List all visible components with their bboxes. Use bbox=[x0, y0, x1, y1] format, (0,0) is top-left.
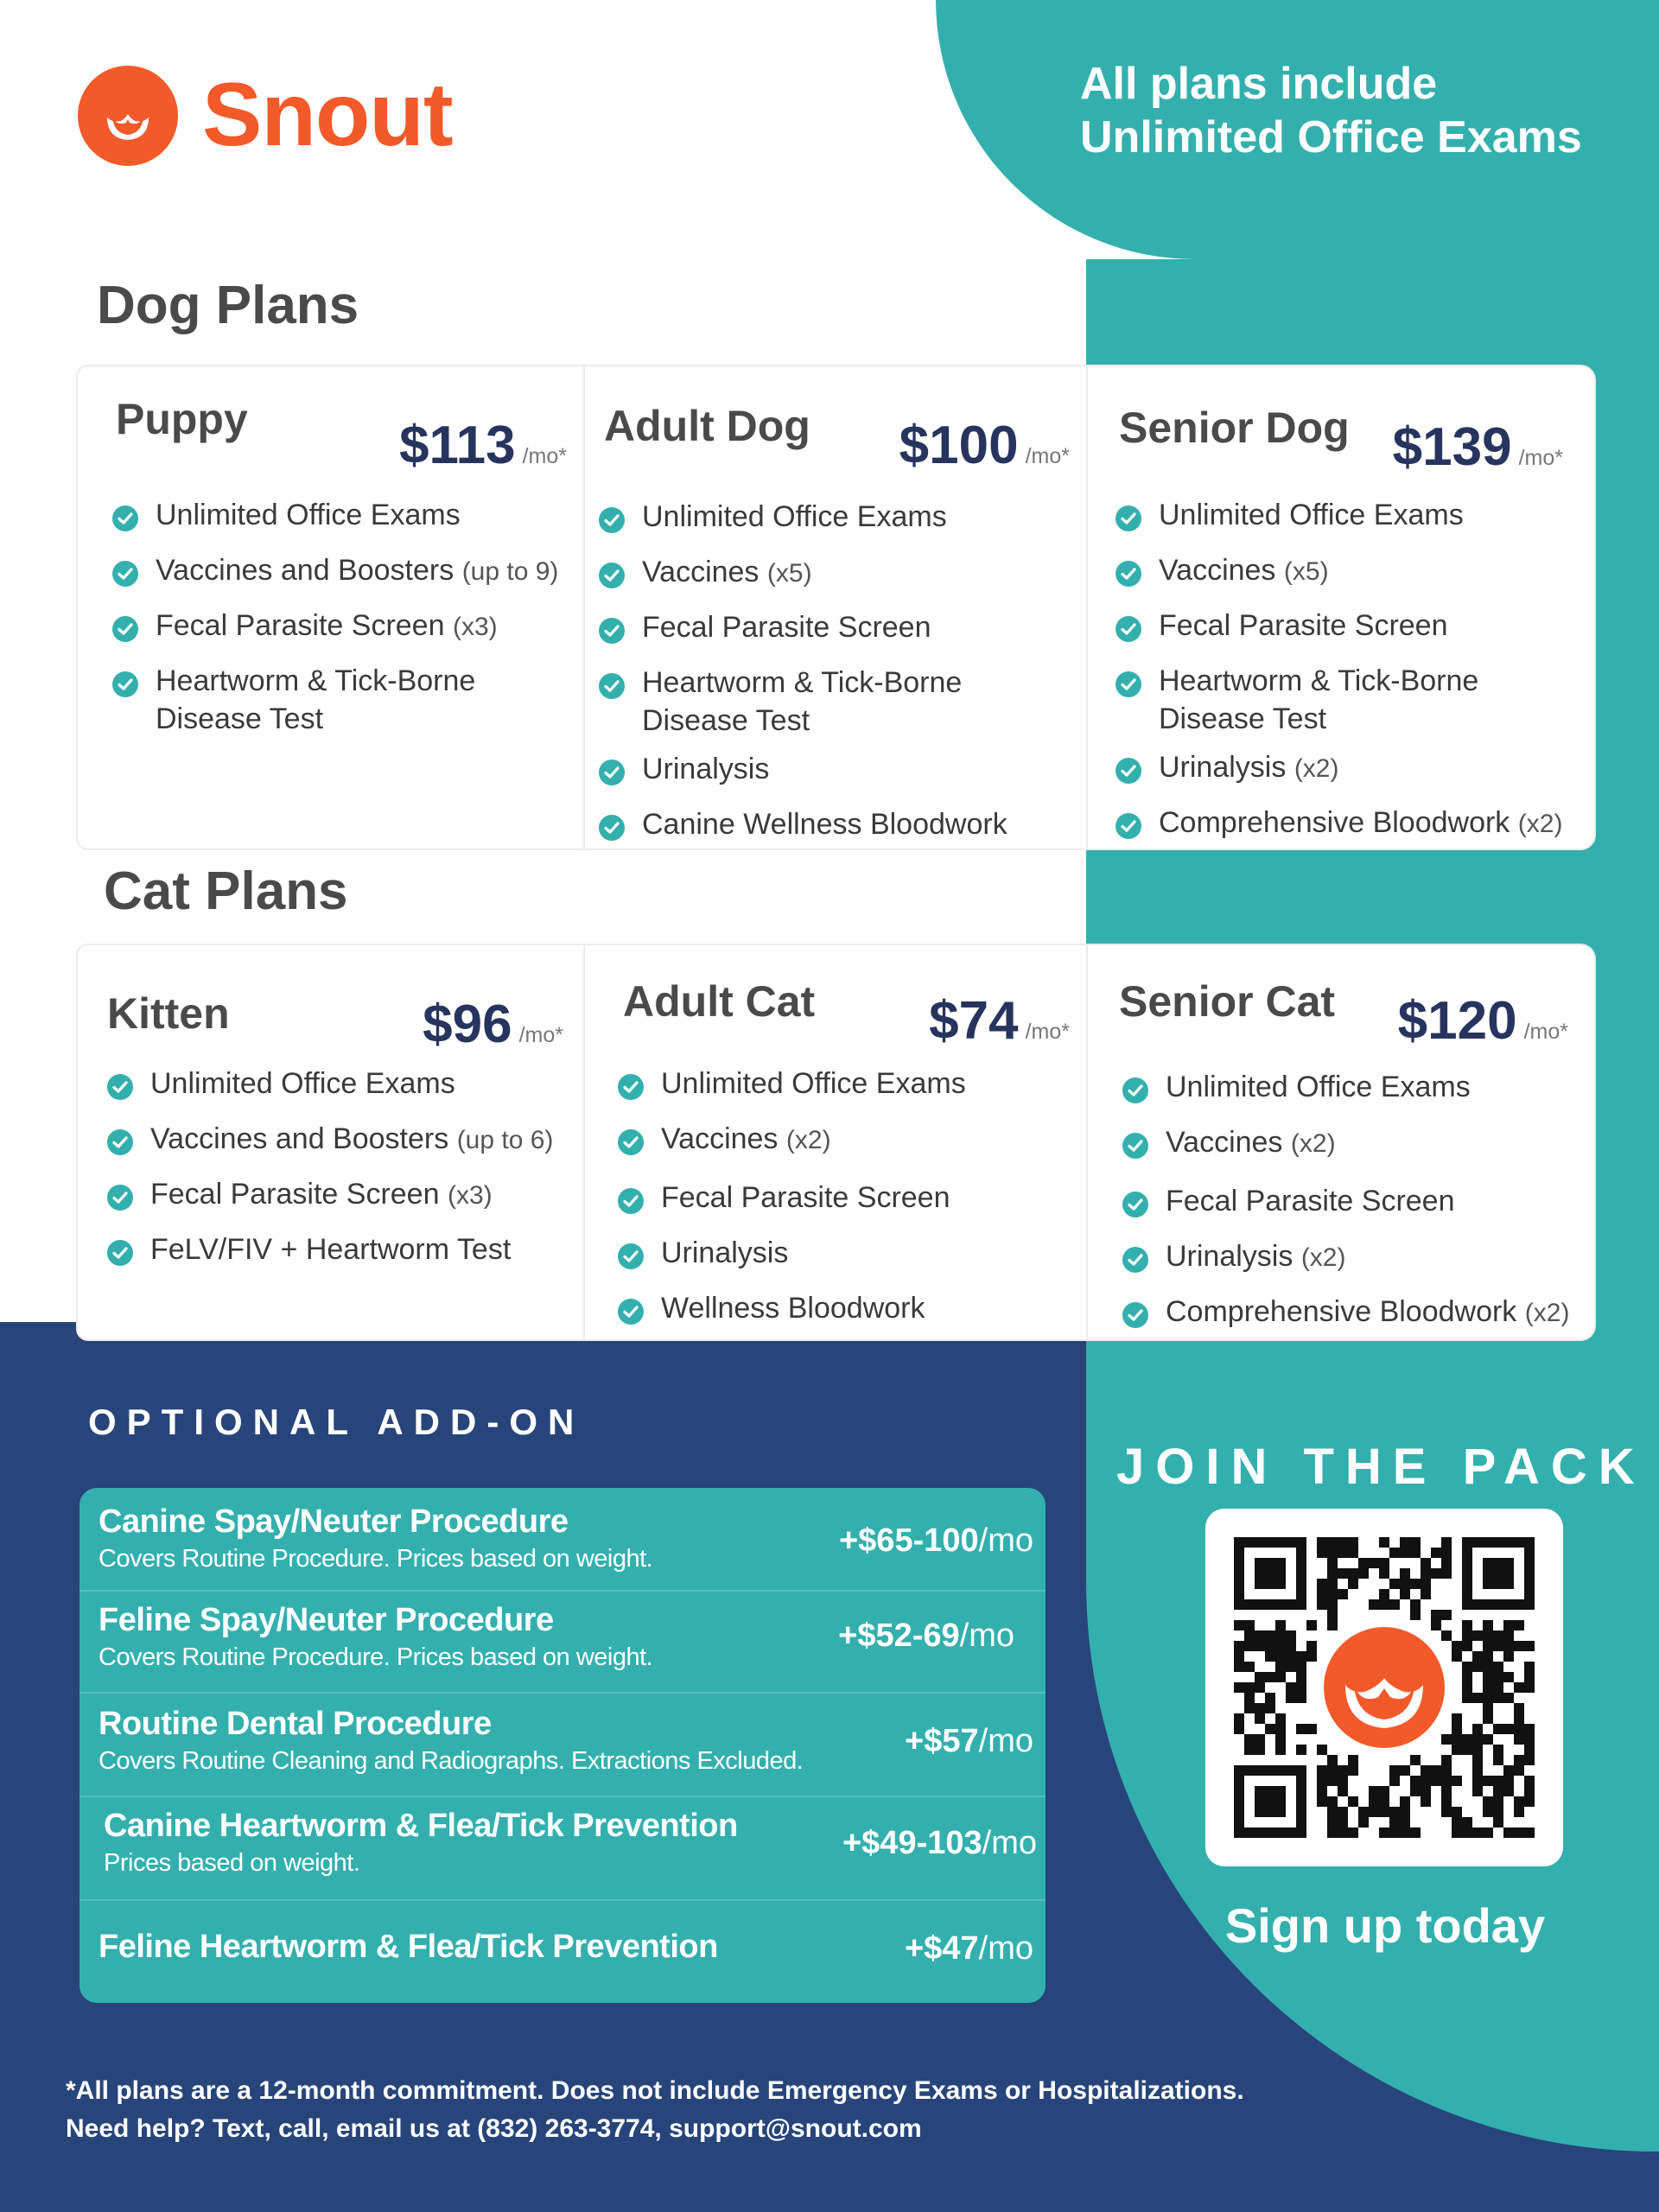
feature-text: Unlimited Office Exams bbox=[150, 1067, 455, 1100]
feature-item bbox=[1116, 662, 1595, 738]
plan-card-adult-dog[interactable] bbox=[583, 365, 1089, 850]
check-circle-icon bbox=[618, 1071, 644, 1109]
check-circle-icon bbox=[1116, 558, 1141, 596]
check-circle-icon bbox=[618, 1185, 644, 1224]
price-amount: $100 bbox=[899, 416, 1019, 475]
plan-card-senior-cat[interactable] bbox=[1086, 944, 1596, 1341]
feature-item bbox=[618, 1120, 1089, 1165]
feature-qualifier: (x3) bbox=[452, 613, 498, 641]
snout-logo-icon bbox=[78, 66, 178, 166]
addon-price-period: /mo bbox=[959, 1618, 1014, 1654]
feature-text: FeLV/FIV + Heartworm Test bbox=[150, 1233, 512, 1266]
feature-text: Urinalysis bbox=[661, 1236, 789, 1269]
feature-item bbox=[599, 608, 1087, 653]
feature-text: Vaccines bbox=[642, 556, 760, 588]
feature-qualifier: (x2) bbox=[1300, 1243, 1346, 1272]
feature-item bbox=[1116, 804, 1595, 849]
plan-name: Senior Cat bbox=[1119, 977, 1336, 1026]
plan-name: Kitten bbox=[107, 989, 230, 1038]
check-circle-icon bbox=[599, 812, 625, 850]
help-contact: Need help? Text, call, email us at (832) 263-3774, support@snout.com bbox=[66, 2114, 922, 2143]
plan-name: Adult Cat bbox=[623, 977, 816, 1026]
addon-row-feline-spay-neuter[interactable] bbox=[79, 1590, 1046, 1692]
addon-price bbox=[905, 1930, 1033, 1967]
feature-qualifier: (x5) bbox=[766, 559, 812, 588]
feature-list bbox=[112, 496, 588, 748]
check-circle-icon bbox=[599, 757, 625, 795]
feature-text: Unlimited Office Exams bbox=[1159, 499, 1464, 531]
feature-text: Fecal Parasite Screen bbox=[661, 1181, 950, 1214]
footer-disclaimer bbox=[66, 2072, 1244, 2148]
check-circle-icon bbox=[107, 1182, 133, 1220]
addon-price-amount: +$57 bbox=[905, 1723, 979, 1759]
check-circle-icon bbox=[112, 558, 138, 596]
feature-qualifier: (x2) bbox=[1524, 1299, 1570, 1327]
price-amount: $113 bbox=[399, 416, 516, 475]
feature-text: Vaccines bbox=[1159, 554, 1276, 587]
check-circle-icon bbox=[1116, 613, 1141, 652]
addon-title: Feline Spay/Neuter Procedure bbox=[99, 1602, 554, 1638]
feature-item bbox=[618, 1289, 1089, 1334]
addon-row-canine-heartworm-prevention[interactable] bbox=[79, 1796, 1046, 1899]
check-circle-icon bbox=[599, 615, 625, 653]
check-circle-icon bbox=[1122, 1300, 1148, 1338]
plan-name: Adult Dog bbox=[604, 402, 810, 450]
price-amount: $74 bbox=[929, 991, 1019, 1051]
price-period: /mo* bbox=[1523, 1020, 1568, 1044]
addon-price-period: /mo bbox=[982, 1825, 1037, 1861]
addon-price bbox=[905, 1723, 1033, 1760]
feature-qualifier: (x5) bbox=[1283, 557, 1329, 586]
feature-item bbox=[1122, 1237, 1596, 1282]
feature-list bbox=[1122, 1068, 1596, 1338]
brand-name: Snout bbox=[202, 65, 453, 165]
addon-price-period: /mo bbox=[978, 1522, 1033, 1559]
feature-item bbox=[599, 664, 1087, 740]
plan-card-kitten[interactable] bbox=[76, 944, 586, 1341]
feature-item bbox=[112, 551, 588, 596]
price-amount: $96 bbox=[423, 995, 512, 1054]
feature-item bbox=[1116, 607, 1595, 652]
addon-price bbox=[842, 1825, 1037, 1862]
sign-up-today-cta[interactable]: Sign up today bbox=[1224, 1898, 1546, 1953]
addon-price bbox=[839, 1522, 1033, 1560]
feature-qualifier: (up to 9) bbox=[461, 557, 559, 586]
check-circle-icon bbox=[1116, 755, 1141, 793]
check-circle-icon bbox=[1122, 1244, 1148, 1282]
price-period: /mo* bbox=[1025, 1020, 1070, 1044]
feature-list bbox=[107, 1065, 588, 1275]
dog-plans-title: Dog Plans bbox=[97, 276, 359, 335]
signup-qr-code[interactable] bbox=[1205, 1509, 1563, 1866]
feature-item bbox=[599, 750, 1087, 795]
check-circle-icon bbox=[107, 1071, 133, 1109]
check-circle-icon bbox=[107, 1237, 133, 1275]
plan-price bbox=[1393, 416, 1563, 478]
addon-description: Prices based on weight. bbox=[104, 1849, 360, 1877]
feature-text: Canine Wellness Bloodwork bbox=[642, 808, 1007, 841]
addon-row-feline-heartworm-prevention[interactable] bbox=[79, 1899, 1046, 2003]
addon-description: Covers Routine Procedure. Prices based on weight. bbox=[99, 1643, 653, 1671]
feature-item bbox=[107, 1175, 588, 1220]
feature-item bbox=[1122, 1293, 1596, 1338]
feature-text: Urinalysis bbox=[1166, 1240, 1294, 1273]
feature-qualifier: (x2) bbox=[785, 1126, 831, 1154]
feature-item bbox=[1122, 1182, 1596, 1227]
price-amount: $139 bbox=[1392, 417, 1512, 477]
feature-item bbox=[618, 1179, 1089, 1224]
price-period: /mo* bbox=[1025, 444, 1070, 468]
cat-plans-title: Cat Plans bbox=[104, 861, 348, 921]
check-circle-icon bbox=[599, 671, 625, 709]
feature-item bbox=[599, 498, 1087, 543]
feature-item bbox=[618, 1234, 1089, 1279]
feature-text: Fecal Parasite Screen bbox=[1159, 609, 1448, 642]
addon-price-period: /mo bbox=[978, 1723, 1033, 1759]
feature-text: Wellness Bloodwork bbox=[661, 1292, 925, 1325]
feature-text: Urinalysis bbox=[1159, 751, 1287, 784]
addon-description: Covers Routine Procedure. Prices based on weight. bbox=[99, 1545, 653, 1573]
feature-text: Fecal Parasite Screen bbox=[156, 609, 445, 642]
feature-item bbox=[107, 1120, 588, 1165]
plan-card-puppy[interactable] bbox=[76, 365, 586, 850]
feature-item bbox=[1122, 1123, 1596, 1168]
addon-title: Routine Dental Procedure bbox=[99, 1706, 492, 1742]
optional-addon-heading: OPTIONAL ADD-ON bbox=[88, 1402, 585, 1442]
price-amount: $120 bbox=[1397, 991, 1517, 1051]
addon-row-canine-spay-neuter[interactable] bbox=[79, 1488, 1046, 1590]
check-circle-icon bbox=[1116, 810, 1141, 849]
feature-list bbox=[599, 498, 1087, 850]
addon-row-routine-dental[interactable] bbox=[79, 1692, 1046, 1796]
check-circle-icon bbox=[1122, 1130, 1148, 1168]
feature-text: Fecal Parasite Screen bbox=[150, 1178, 440, 1211]
check-circle-icon bbox=[599, 560, 625, 598]
check-circle-icon bbox=[618, 1296, 644, 1334]
feature-list bbox=[1116, 496, 1595, 849]
feature-item bbox=[112, 607, 588, 652]
feature-text: Urinalysis bbox=[642, 753, 770, 785]
feature-list bbox=[618, 1065, 1089, 1334]
price-period: /mo* bbox=[522, 444, 567, 468]
plan-price bbox=[399, 415, 567, 476]
join-the-pack-heading: JOIN THE PACK bbox=[1116, 1439, 1646, 1495]
feature-text: Fecal Parasite Screen bbox=[1166, 1185, 1455, 1217]
plan-card-adult-cat[interactable] bbox=[583, 944, 1089, 1341]
qr-code-icon bbox=[1205, 1509, 1563, 1866]
brand-logo[interactable] bbox=[78, 64, 453, 167]
addon-price-amount: +$49-103 bbox=[842, 1825, 982, 1861]
feature-item bbox=[599, 805, 1087, 850]
plan-price bbox=[899, 415, 1070, 476]
addon-price-amount: +$47 bbox=[905, 1930, 979, 1967]
feature-text: Vaccines and Boosters bbox=[156, 554, 454, 587]
check-circle-icon bbox=[618, 1127, 644, 1165]
feature-qualifier: (x2) bbox=[1290, 1129, 1336, 1158]
feature-qualifier: (x2) bbox=[1517, 810, 1563, 838]
feature-item bbox=[107, 1230, 588, 1275]
addon-price-period: /mo bbox=[978, 1930, 1033, 1967]
addon-title: Canine Spay/Neuter Procedure bbox=[99, 1503, 569, 1540]
plans-include-banner bbox=[1080, 57, 1582, 164]
banner-line-1: All plans include bbox=[1080, 59, 1438, 109]
feature-text: Heartworm & Tick-Borne Disease Test bbox=[1159, 664, 1479, 735]
check-circle-icon bbox=[1116, 503, 1141, 541]
plan-price bbox=[1398, 990, 1568, 1052]
check-circle-icon bbox=[107, 1127, 133, 1165]
plan-card-senior-dog[interactable] bbox=[1086, 365, 1596, 850]
check-circle-icon bbox=[112, 503, 138, 541]
check-circle-icon bbox=[1116, 669, 1141, 707]
addon-price-amount: +$65-100 bbox=[838, 1522, 979, 1559]
feature-text: Heartworm & Tick-Borne Disease Test bbox=[156, 664, 476, 735]
check-circle-icon bbox=[1122, 1075, 1148, 1113]
feature-text: Unlimited Office Exams bbox=[661, 1067, 966, 1100]
feature-text: Unlimited Office Exams bbox=[1166, 1071, 1471, 1103]
feature-text: Comprehensive Bloodwork bbox=[1159, 806, 1510, 839]
feature-item bbox=[112, 496, 588, 541]
feature-text: Fecal Parasite Screen bbox=[642, 611, 931, 644]
check-circle-icon bbox=[599, 505, 625, 543]
addon-price bbox=[838, 1618, 1014, 1655]
feature-text: Comprehensive Bloodwork bbox=[1166, 1295, 1517, 1328]
feature-text: Vaccines and Boosters bbox=[150, 1122, 449, 1155]
feature-text: Vaccines bbox=[1166, 1126, 1283, 1159]
plan-name: Senior Dog bbox=[1119, 404, 1350, 452]
addon-title: Canine Heartworm & Flea/Tick Prevention bbox=[104, 1808, 738, 1844]
addon-list bbox=[79, 1488, 1046, 2003]
check-circle-icon bbox=[112, 669, 138, 707]
feature-item bbox=[1116, 748, 1595, 793]
feature-item bbox=[107, 1065, 588, 1109]
feature-item bbox=[1122, 1068, 1596, 1113]
feature-text: Heartworm & Tick-Borne Disease Test bbox=[642, 666, 963, 737]
feature-qualifier: (x3) bbox=[447, 1181, 493, 1210]
plan-name: Puppy bbox=[116, 395, 248, 443]
price-period: /mo* bbox=[1518, 446, 1563, 470]
addon-description: Covers Routine Cleaning and Radiographs. Extractions Excluded. bbox=[99, 1747, 804, 1775]
feature-item bbox=[618, 1065, 1089, 1109]
price-period: /mo* bbox=[518, 1023, 563, 1047]
banner-line-2: Unlimited Office Exams bbox=[1080, 112, 1582, 162]
check-circle-icon bbox=[618, 1241, 644, 1279]
check-circle-icon bbox=[112, 613, 138, 652]
commitment-note: *All plans are a 12-month commitment. Does not include Emergency Exams or Hospitalizations. bbox=[66, 2076, 1244, 2105]
feature-item bbox=[1116, 551, 1595, 596]
feature-text: Unlimited Office Exams bbox=[642, 500, 947, 533]
plan-price bbox=[423, 994, 563, 1055]
feature-item bbox=[112, 662, 588, 738]
check-circle-icon bbox=[1122, 1189, 1148, 1227]
feature-item bbox=[1116, 496, 1595, 541]
plan-price bbox=[929, 990, 1070, 1052]
feature-text: Vaccines bbox=[661, 1122, 779, 1155]
feature-text: Unlimited Office Exams bbox=[156, 499, 461, 531]
addon-title: Feline Heartworm & Flea/Tick Prevention bbox=[99, 1929, 718, 1965]
feature-item bbox=[599, 553, 1087, 598]
feature-qualifier: (up to 6) bbox=[456, 1126, 554, 1154]
addon-price-amount: +$52-69 bbox=[838, 1618, 960, 1654]
feature-qualifier: (x2) bbox=[1294, 754, 1339, 783]
